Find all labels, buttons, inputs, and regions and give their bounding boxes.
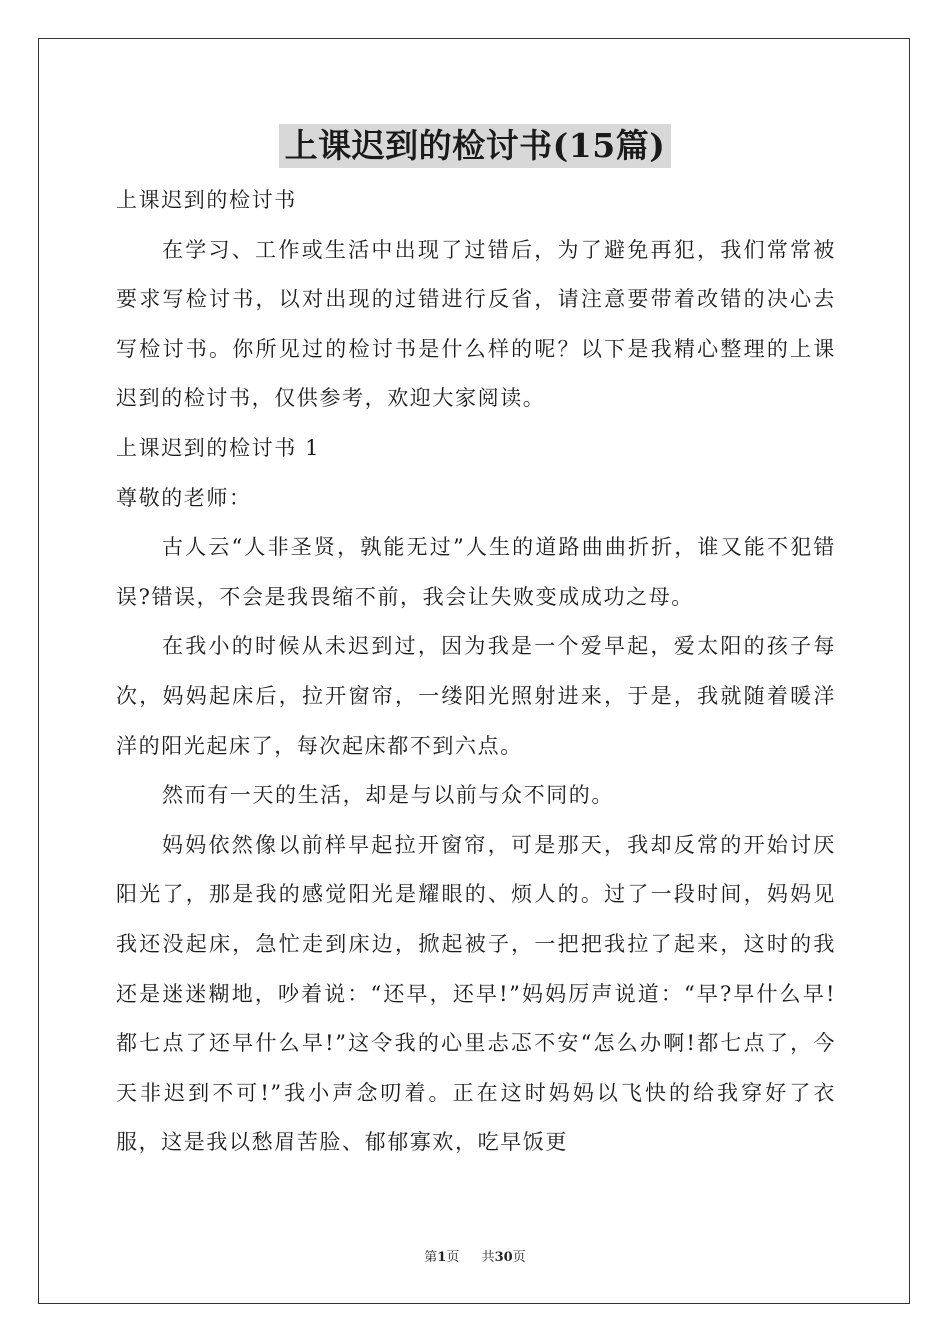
page-footer [0, 1246, 950, 1265]
paragraph: 然而有一天的生活，却是与以前与众不同的。 [162, 783, 614, 808]
paragraph: 古人云“人非圣贤，孰能无过”人生的道路曲曲折折，谁又能不犯错误?错误，不会是我畏缩不前，我会让失败变成成功之母。 [116, 535, 836, 609]
page-number: 第1页 [424, 1250, 460, 1265]
paragraph: 上课迟到的检讨书 [116, 188, 297, 212]
title-container [0, 124, 950, 168]
document-body [116, 176, 836, 1168]
document-title: 上课迟到的检讨书(15篇) [279, 124, 672, 168]
paragraph: 在我小的时候从未迟到过，因为我是一个爱早起，爱太阳的孩子每次，妈妈起床后，拉开窗帘，一缕阳光照射进来，于是，我就随着暖洋洋的阳光起床了，每次起床都不到六点。 [116, 634, 836, 758]
paragraph: 尊敬的老师： [116, 485, 252, 510]
paragraph: 上课迟到的检讨书 1 [116, 435, 321, 460]
page-total: 共30页 [481, 1250, 526, 1265]
paragraph: 妈妈依然像以前样早起拉开窗帘，可是那天，我却反常的开始讨厌阳光了，那是我的感觉阳光是耀眼的、烦人的。过了一段时间，妈妈见我还没起床，急忙走到床边，掀起被子，一把把我拉了起来，这时的我还是迷迷糊地，吵着说：“还早，还早!”妈妈厉声说道：“早?早什么早!都七点了还早什么早!”这令我的心里忐忑不安“怎么办啊!都七点了，今天非迟到不可!”我小声念叨着。正在这时妈妈以飞快的给我穿好了衣服，这是我以愁眉苦脸、郁郁寡欢，吃早饭更 [116, 832, 836, 1155]
paragraph: 在学习、工作或生活中出现了过错后，为了避免再犯，我们常常被要求写检讨书，以对出现的过错进行反省，请注意要带着改错的决心去写检讨书。你所见过的检讨书是什么样的呢？以下是我精心整理的上课迟到的检讨书，仅供参考，欢迎大家阅读。 [116, 237, 836, 411]
